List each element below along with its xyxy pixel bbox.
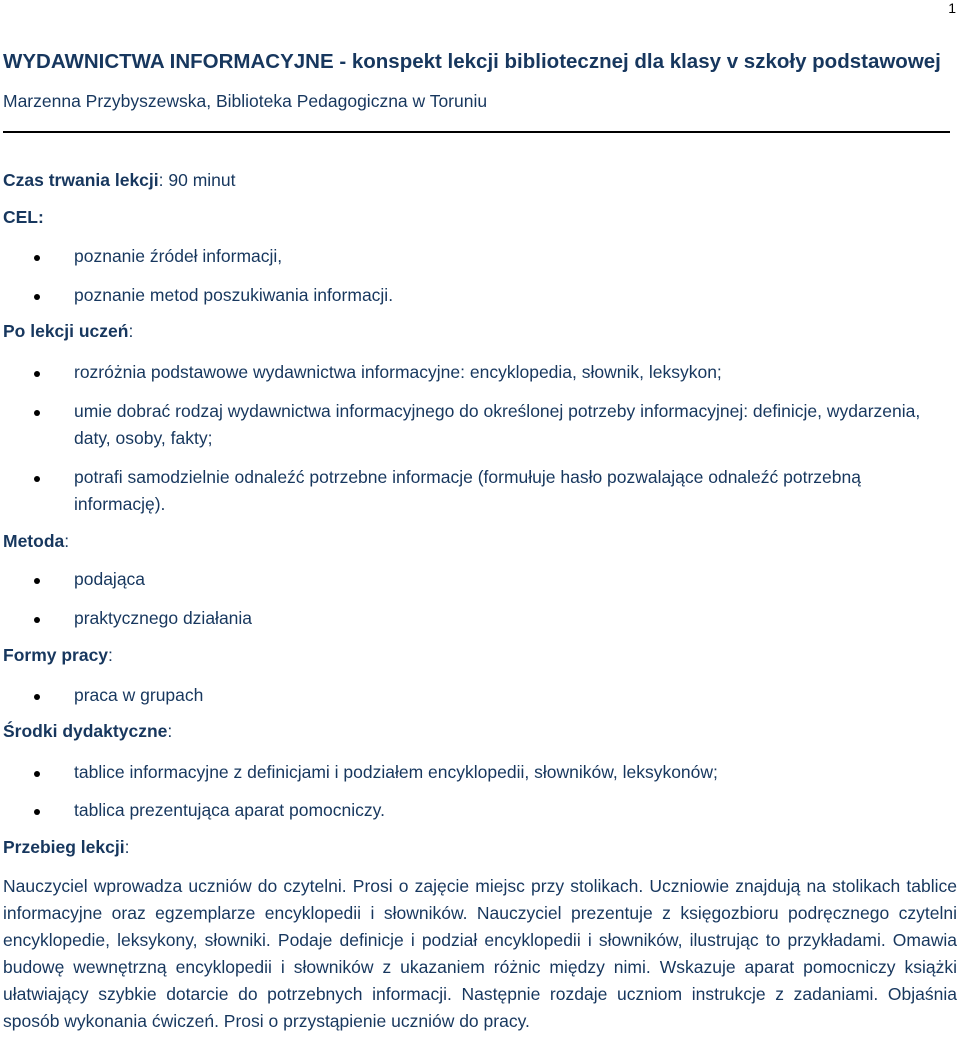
bullet-icon [34, 617, 40, 623]
srodki-heading [3, 721, 172, 742]
list-item [29, 797, 949, 824]
list-item [29, 759, 949, 786]
list-item-text: umie dobrać rodzaj wydawnictwa informacyjnego do określonej potrzeby informacyjnej: definicje, wydarzenia, daty, osoby, fakty; [74, 401, 921, 448]
cel-label: CEL: [3, 207, 44, 227]
formy-label: Formy pracy [3, 645, 109, 665]
bullet-icon [34, 809, 40, 815]
metoda-label: Metoda [3, 531, 65, 551]
formy-heading [3, 645, 113, 666]
list-item-text: tablica prezentująca aparat pomocniczy. [74, 800, 385, 820]
bullet-icon [34, 294, 40, 300]
list-item-text: tablice informacyjne z definicjami i podziałem encyklopedii, słowników, leksykonów; [74, 762, 718, 782]
list-item-text: podająca [74, 569, 146, 589]
bullet-icon [34, 410, 40, 416]
header-divider [3, 131, 950, 133]
list-item-text: praktycznego działania [74, 608, 253, 628]
bullet-icon [34, 578, 40, 584]
document-title: WYDAWNICTWA INFORMACYJNE - konspekt lekcji bibliotecznej dla klasy v szkoły podstawowej [3, 50, 941, 73]
list-item [29, 566, 949, 593]
list-item-text: poznanie źródeł informacji, [74, 246, 283, 266]
metoda-heading [3, 531, 69, 552]
po-lekcji-label: Po lekcji uczeń [3, 321, 129, 341]
list-item [29, 243, 949, 270]
bullet-icon [34, 371, 40, 377]
duration-label: Czas trwania lekcji [3, 170, 159, 190]
list-item [29, 359, 949, 386]
duration-value: : 90 minut [158, 170, 236, 190]
duration-line [3, 170, 236, 191]
list-item-text: praca w grupach [74, 685, 204, 705]
list-item [29, 464, 949, 518]
heading-colon: : [128, 321, 134, 341]
bullet-icon [34, 694, 40, 700]
heading-colon: : [124, 837, 130, 857]
list-item [29, 605, 949, 632]
srodki-label: Środki dydaktyczne [3, 721, 168, 741]
bullet-icon [34, 255, 40, 261]
przebieg-label: Przebieg lekcji [3, 837, 125, 857]
po-lekcji-heading [3, 321, 133, 342]
list-item-text: rozróżnia podstawowe wydawnictwa informacyjne: encyklopedia, słownik, leksykon; [74, 362, 722, 382]
bullet-icon [34, 476, 40, 482]
list-item [29, 682, 949, 709]
list-item [29, 282, 949, 309]
przebieg-heading [3, 837, 129, 858]
list-item-text: poznanie metod poszukiwania informacji. [74, 285, 394, 305]
list-item [29, 398, 949, 452]
cel-heading [3, 207, 44, 228]
przebieg-paragraph: Nauczyciel wprowadza uczniów do czytelni. Prosi o zajęcie miejsc przy stolikach. Uczniowie znajdują na stolikach tablice informacyjne oraz egzemplarze encyklopedii i słowników. Nauczyciel prezentuje z księgozbioru podręcznego czytelni encyklopedie, leksykony, słowniki. Podaje definicje i podział encyklopedii i słowników, ilustrując to przykładami. Omawia budowę wewnętrzną encyklopedii i słowników z ukazaniem różnic między nimi. Wskazuje aparat pomocniczy książki ułatwiający szybkie dotarcie do potrzebnych informacji. Następnie rozdaje uczniom instrukcje z zadaniami. Objaśnia sposób wykonania ćwiczeń. Prosi o przystąpienie uczniów do pracy. [3, 876, 957, 1032]
heading-colon: : [167, 721, 173, 741]
heading-colon: : [108, 645, 113, 665]
list-item-text: potrafi samodzielnie odnaleźć potrzebne informacje (formułuje hasło pozwalające odnaleźć potrzebną informację). [74, 467, 861, 514]
bullet-icon [34, 771, 40, 777]
author-line: Marzenna Przybyszewska, Biblioteka Pedagogiczna w Toruniu [3, 91, 488, 111]
heading-colon: : [64, 531, 70, 551]
page-number: 1 [948, 0, 956, 16]
